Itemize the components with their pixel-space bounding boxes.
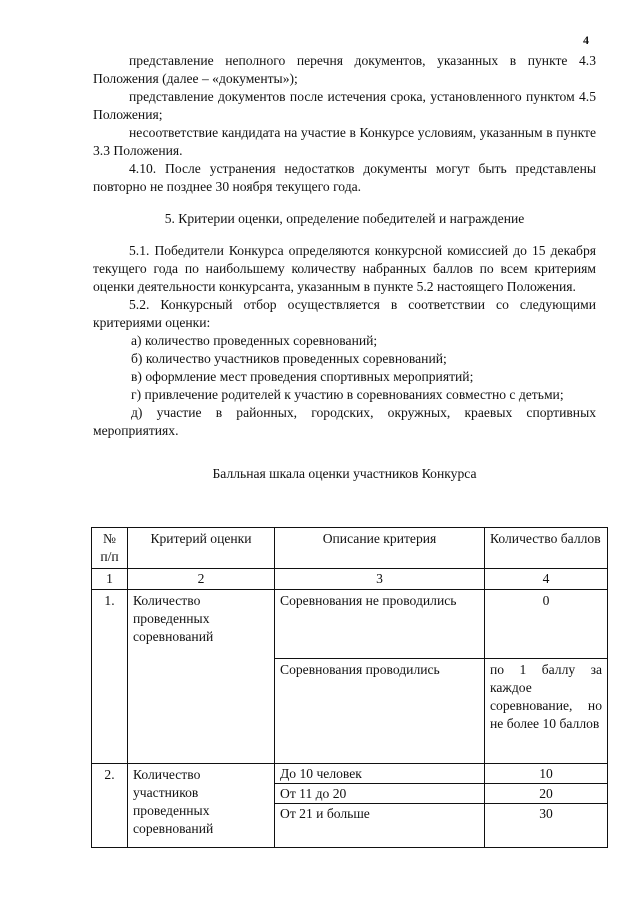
criterion-item-a: а) количество проведенных соревнований; [131,333,378,348]
header-num: № п/п [92,528,128,569]
column-number: 1 [92,569,128,590]
row-criterion: Количество участников проведенных соревнований [128,764,275,848]
paragraph-late-docs: представление документов после истечения срока, установленного пунктом 4.5 Положения; [93,89,596,122]
criterion-item-b: б) количество участников проведенных соревнований; [131,351,447,366]
page-number: 4 [583,33,589,47]
table-row [92,590,608,659]
row-points: 20 [485,784,608,804]
criterion-item-d: г) привлечение родителей к участию в соревнованиях совместно с детьми; [131,387,564,402]
criterion-item-e: д) участие в районных, городских, окружных, краевых спортивных мероприятиях. [93,405,596,438]
document-body [93,52,596,483]
paragraph-nonconformity: несоответствие кандидата на участие в Конкурсе условиям, указанным в пункте 3.3 Положения. [93,125,596,158]
row-criterion: Количество проведенных соревнований [128,590,275,764]
row-number: 1. [92,590,128,764]
header-points: Количество баллов [485,528,608,569]
column-number-row [92,569,608,590]
header-criterion: Критерий оценки [128,528,275,569]
row-description: До 10 человек [275,764,485,784]
section-5-title: 5. Критерии оценки, определение победителей и награждение [164,211,525,226]
criterion-item-c: в) оформление мест проведения спортивных мероприятий; [131,369,474,384]
row-description: Соревнования не проводились [275,590,485,659]
row-points: по 1 баллу за каждое соревнование, но не более 10 баллов [485,659,608,764]
paragraph-5-1: 5.1. Победители Конкурса определяются конкурсной комиссией до 15 декабря текущего года по наибольшему количеству набранных баллов по всем критериям оценки деятельности конкурсанта, указанным в пункте 5.2 настоящего Положения. [93,243,596,294]
table-header-row [92,528,608,569]
column-number: 4 [485,569,608,590]
score-table [91,527,608,848]
paragraph-4-10: 4.10. После устранения недостатков документы могут быть представлены повторно не позднее 30 ноября текущего года. [93,161,596,194]
column-number: 2 [128,569,275,590]
paragraph-5-2: 5.2. Конкурсный отбор осуществляется в соответствии со следующими критериями оценки: [93,297,596,330]
row-points: 30 [485,804,608,848]
row-description: Соревнования проводились [275,659,485,764]
paragraph-incomplete-docs: представление неполного перечня документов, указанных в пункте 4.3 Положения (далее – «документы»); [93,53,596,86]
table-caption: Балльная шкала оценки участников Конкурса [212,466,477,481]
row-number: 2. [92,764,128,848]
header-description: Описание критерия [275,528,485,569]
table-row [92,764,608,784]
row-description: От 21 и больше [275,804,485,848]
row-points: 0 [485,590,608,659]
row-description: От 11 до 20 [275,784,485,804]
column-number: 3 [275,569,485,590]
row-points: 10 [485,764,608,784]
